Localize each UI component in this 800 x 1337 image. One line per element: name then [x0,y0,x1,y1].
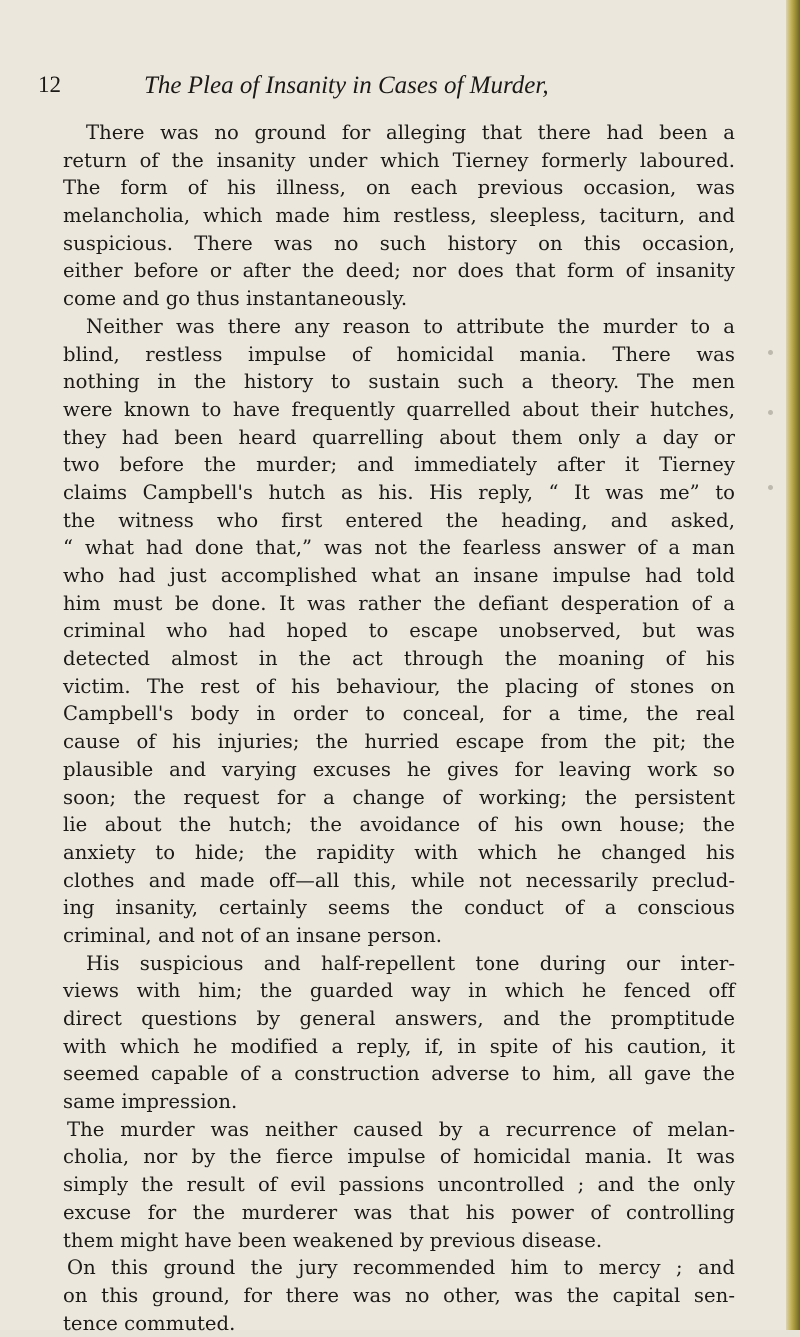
text-line: tence commuted. [63,1311,236,1335]
text-line: victim. The rest of his behaviour, the placing of stones on [63,674,735,698]
page-edge-binding [786,0,800,1330]
page-number: 12 [38,72,61,97]
text-line: clothes and made off—all this, while not necessarily preclud- [63,868,735,892]
text-line: The murder was neither caused by a recurrence of melan- [67,1117,735,1141]
text-line: views with him; the guarded way in which he fenced off [63,979,735,1003]
text-line: lie about the hutch; the avoidance of his own house; the [63,813,735,837]
text-line: criminal, and not of an insane person. [63,923,443,947]
text-line: direct questions by general answers, and the promptitude [63,1007,735,1030]
text-line: nothing in the history to sustain such a theory. The men [63,370,735,394]
paper-blemish [768,485,773,490]
running-head [38,72,736,112]
text-line: they had been heard quarrelling about them only a day or [63,425,735,449]
text-line: cholia, nor by the fierce impulse of homicidal mania. It was [63,1145,735,1169]
text-line: seemed capable of a construction adverse to him, all gave the [63,1062,735,1086]
text-line: suspicious. There was no such history on this occasion, [63,231,735,255]
text-line: melancholia, which made him restless, sleepless, taciturn, and [63,204,735,228]
text-line: simply the result of evil passions uncontrolled ; and the only [63,1173,735,1197]
text-line: claims Campbell's hutch as his. His reply, “ It was me” to [63,480,735,504]
text-line: ing insanity, certainly seems the conduct of a conscious [63,896,735,920]
text-line: were known to have frequently quarrelled about their hutches, [63,397,735,421]
text-line: soon; the request for a change of working; the persistent [63,785,735,809]
text-line: two before the murder; and immediately after it Tierney [63,453,735,477]
text-line: blind, restless impulse of homicidal mania. There was [63,342,735,366]
text-line: Neither was there any reason to attribute the murder to a [86,314,735,338]
paper-blemish [768,410,773,415]
text-line: Campbell's body in order to conceal, for a time, the real [63,702,735,726]
text-line: criminal who had hoped to escape unobserved, but was [63,619,735,643]
text-line: either before or after the deed; nor does that form of insanity [63,259,735,283]
text-line: the witness who first entered the heading, and asked, [63,508,735,532]
text-line: him must be done. It was rather the defiant desperation of a [63,591,735,615]
paper-blemish [768,350,773,355]
text-line: His suspicious and half-repellent tone during our inter- [86,951,735,975]
text-line: on this ground, for there was no other, was the capital sen- [63,1283,735,1307]
text-line: who had just accomplished what an insane impulse had told [63,564,735,587]
text-line: cause of his injuries; the hurried escape from the pit; the [63,730,735,754]
text-line: come and go thus instantaneously. [63,287,408,311]
text-line: same impression. [63,1090,238,1114]
text-line: “ what had done that,” was not the fearless answer of a man [63,536,735,560]
body-text [63,119,735,1337]
text-line: plausible and varying excuses he gives for leaving work so [63,757,735,781]
text-line: excuse for the murderer was that his power of controlling [63,1200,735,1224]
text-line: detected almost in the act through the moaning of his [63,647,735,671]
text-line: The form of his illness, on each previous occasion, was [63,176,735,200]
text-line: return of the insanity under which Tierney formerly laboured. [63,148,735,172]
text-line: with which he modified a reply, if, in spite of his caution, it [63,1034,735,1058]
text-line: There was no ground for alleging that there had been a [86,121,735,144]
running-title: The Plea of Insanity in Cases of Murder, [144,72,549,99]
text-line: On this ground the jury recommended him to mercy ; and [67,1256,735,1280]
text-line: anxiety to hide; the rapidity with which he changed his [63,840,735,864]
text-line: them might have been weakened by previous disease. [63,1228,603,1252]
